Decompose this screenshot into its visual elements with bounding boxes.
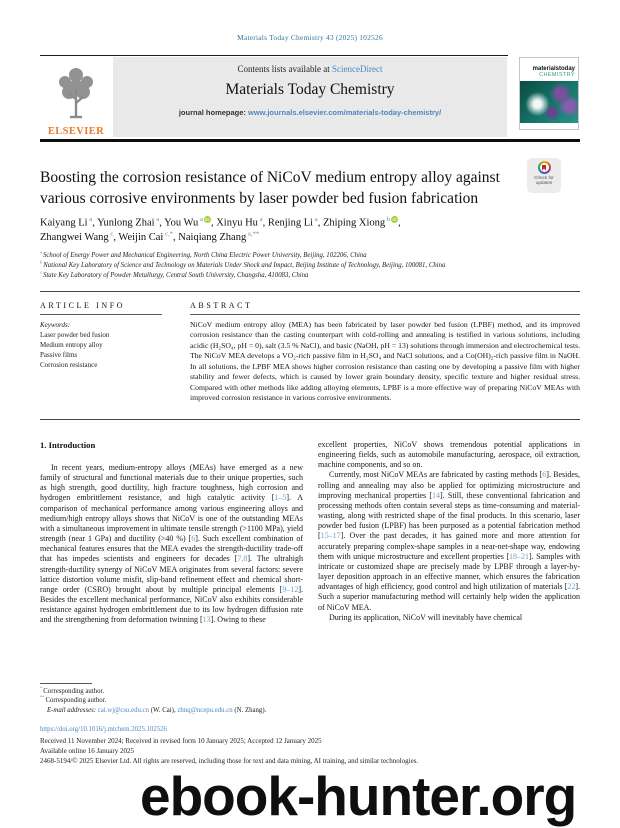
contents-prefix: Contents lists available at [237,64,332,74]
cover-art-image [520,81,578,123]
text-run: , Weijin Cai [113,231,164,243]
superscript-mark: a [40,249,44,255]
citation-ref[interactable]: 13 [202,615,211,625]
cover-brand: materialstoday [532,66,575,72]
text-run: ]. Still, these conventional fabrication and processing methods often contain several steps as time-consuming and material-wasting, along with restricted shape of the final products. In this scenario, laser powder bed fusion (LPBF) has been purposed as a potential fabrication method [ [318,490,580,541]
keyword-item: Passive films [40,351,78,359]
text-run: , [398,217,401,229]
citation-ref[interactable]: 14 [432,490,441,500]
cover-brand2: CHEMISTRY [539,72,575,78]
citation-ref[interactable]: 22 [567,582,576,592]
text-run: , Zhiping Xiong [317,217,386,229]
journal-citation: Materials Today Chemistry 43 (2025) 102526 [237,33,383,42]
citation-ref[interactable]: 1–5 [274,493,287,503]
text-run: ]. Owing to these [210,615,266,625]
citation-ref[interactable]: 6 [191,534,196,544]
inline-link[interactable]: cai.wj@csu.edu.cn [97,706,150,714]
text-run: E-mail addresses: [47,706,98,714]
superscript-mark: c,* [163,230,174,237]
doi-link[interactable]: https://doi.org/10.1016/j.mtchem.2025.102526 [40,726,167,733]
superscript-mark: a [257,216,263,223]
text-run: ]. A comparison of mechanical performance among various engineering alloys and medium/high entropy alloys shows that NiCoV is one of the outstanding MEAs with a simultaneous improvement in ultimate tensile strength (>1100 MPa), yield strength (near 1 GPa) and ductility (>40 %) [ [40,493,303,544]
text-run: ]. The ultrahigh strength-ductility synergy of NiCoV MEA originates from several factors: severe lattice distortion volume misfit, slip-band refinement effect and chemical short-range order (CSRO) brought about by multiple principal elements [ [40,554,303,594]
divider [40,419,580,420]
keyword-item: Corrosion resistance [40,361,98,369]
text-run: National Key Laboratory of Science and Technology on Materials Under Shock and Impact, Beijing Institute of Technology, Beijing, 100081, China [43,261,446,269]
text-run: , Yunlong Zhai [92,217,155,229]
text-run: (N. Zhang). [232,706,267,714]
intro-paragraph-1 [40,463,303,626]
superscript-mark: c [108,230,114,237]
crossmark-icon [538,161,551,174]
text-run: Kaiyang Li [40,217,88,229]
footnotes [40,687,460,715]
superscript-mark: a [87,216,93,223]
text-run: ]. Besides, rolling and annealing may also be applied for optimizing microstructure and improving mechanical properties [ [318,470,581,500]
text-run: Zhangwei Wang [40,231,109,243]
available-online: Available online 16 January 2025 [40,747,134,755]
superscript-mark: b [40,259,44,265]
inline-link[interactable]: zhnq@ncepu.edu.cn [177,706,233,714]
intro-paragraph-3: During its application, NiCoV will inevitably have chemical [329,612,523,622]
text-run: In recent years, medium-entropy alloys (MEAs) have emerged as a new family of structural and functional materials due to their unique properties, such as high strength, good ductility, high fracture toughness, high corrosion and hydrogen embrittlement resistance, and high catalytic activity [ [40,463,303,503]
contents-line [113,64,507,74]
badge-label: Check for updates [534,175,554,185]
superscript-mark: a [198,216,203,223]
footnote-corresponding-1 [40,687,460,696]
elsevier-tree-icon [50,65,102,126]
text-run: ]. Such a superior manufacturing method will certainly help widen the application of NiCoV MEA. [318,582,580,612]
header-bottom-rule [40,139,580,142]
copyright-line: 2468-5194/© 2025 Elsevier Ltd. All rights are reserved, including those for text and data mining, AI training, and similar technologies. [40,757,419,765]
journal-cover[interactable] [519,57,579,130]
keywords-block [40,320,170,370]
superscript-mark: b [385,216,391,223]
affiliations [40,251,580,280]
section-heading-introduction: 1. Introduction [40,440,96,450]
superscript-mark: a [154,216,160,223]
text-run: State Key Laboratory of Powder Metallurgy, Central South University, Changsha, 410083, China [43,271,309,279]
keyword-item: Laser powder bed fusion [40,331,110,339]
text-run: Corresponding author. [45,697,107,705]
body-column-left [40,463,303,626]
text-run: , Xinyu Hu [210,217,258,229]
homepage-label: journal homepage: [178,108,249,117]
check-for-updates-badge[interactable] [527,158,561,193]
text-run: ]. Over the past decades, it has gained more and more attention for accurately preparing complex-shape samples in a near-net-shape way, endowing them with unique microstructure and excellent properties [ [318,531,580,561]
abstract-rule [190,314,580,315]
abstract-heading: ABSTRACT [190,301,253,310]
header-top-rule [40,55,508,56]
received-dates: Received 11 November 2024; Received in revised form 10 January 2025; Accepted 12 January 2025 [40,737,322,745]
divider [40,291,580,292]
keywords-label: Keywords: [40,321,71,329]
abstract-text: NiCoV medium entropy alloy (MEA) has been fabricated by laser powder bed fusion (LPBF) method, and its improved corrosion resistance than the casting counterpart with cold-rolling and annealing is testified in various solutions, including acidic (H₂SO₄, pH = 0), salt (3.5 % NaCl), and basic (NaOH, pH = 13) solutions through immersion and electrochemical tests. The NiCoV MEA develops a VO₂-rich passive film in H₂SO₄ and NaCl solutions, and a Co(OH)₂-rich passive film in NaOH. In all solutions, the LPBF MEA shows higher corrosion resistance than casting one by developing a passive film with higher stability and fewer defects, which is caused by lower grain boundary density, specific texture and higher residual stress. Compared with other methods like adding alloying elements, LPBF is a more effective way of preparing NiCoV MEAs with improved corrosion resistance in various corrosive environments. [190,320,580,403]
orcid-icon[interactable]: iD [392,217,397,222]
body-column-right [318,440,580,623]
elsevier-logo [40,57,112,137]
keyword-item: Medium entropy alloy [40,341,103,349]
text-run: , Naiqiang Zhang [173,231,247,243]
footnote-rule [40,683,92,684]
text-run: ]. Samples with intricate or customized shape are precisely made by LPBF through a layer-by-layer deposition approach in an effective manner, which ensures the fabrication advantages of high efficiency, good control and high utilization of materials [ [318,551,580,592]
text-run: Currently, most NiCoV MEAs are fabricated by casting methods [ [329,470,543,480]
text-run: (W. Cai), [149,706,178,714]
author-list [40,216,560,245]
superscript-mark: a,** [246,230,260,237]
citation-ref[interactable]: 7,8 [237,554,248,564]
homepage-link[interactable]: www.journals.elsevier.com/materials-today-chemistry/ [248,108,442,117]
superscript-mark: a [313,216,318,223]
watermark-text: ebook-hunter.org [140,765,577,827]
text-run: ]. Such excellent combination of mechanical features ensures that the MEA evades the strength-ductility trade-off that has impedes scientists and engineers for decades [ [40,534,303,564]
text-run: , Renjing Li [262,217,314,229]
journal-banner [113,57,507,137]
text-run: , You Wu [159,217,199,229]
citation-ref[interactable]: 6 [542,470,547,480]
sciencedirect-link[interactable]: ScienceDirect [332,64,383,74]
citation-ref[interactable]: 9–12 [282,584,299,594]
superscript-mark: c [40,269,44,275]
citation-ref[interactable]: 18–21 [509,551,530,561]
elsevier-wordmark: ELSEVIER [47,126,105,137]
intro-paragraph-2 [318,470,580,612]
text-run: ]. Besides the excellent mechanical performance, NiCoV also exhibits considerable resistance against hydrogen embrittlement due to its low hydrogen diffusion rate and the strengthening from deformation twinning [ [40,584,303,625]
orcid-icon[interactable]: iD [205,217,210,222]
footnote-corresponding-2 [40,696,460,705]
citation-ref[interactable]: 15–17 [320,531,341,541]
homepage-line [113,108,507,117]
superscript-mark: ** [40,695,46,701]
text-run: Corresponding author. [43,688,105,695]
intro-paragraph-1-cont: excellent properties, NiCoV shows tremendous potential applications in engineering fields, such as automobile manufacturing, aerospace, oil extraction, machine components, and so on. [318,440,580,470]
journal-name: Materials Today Chemistry [225,81,395,98]
footnote-emails [40,706,460,715]
article-title: Boosting the corrosion resistance of NiCoV medium entropy alloy against various corrosive environments by laser powder bed fusion fabrication [40,169,500,207]
article-info-rule [40,314,162,315]
superscript-mark: * [40,685,44,691]
article-info-heading: ARTICLE INFO [40,301,126,310]
text-run: School of Energy Power and Mechanical Engineering, North China Electric Power University, Beijing, 102206, China [43,252,367,259]
